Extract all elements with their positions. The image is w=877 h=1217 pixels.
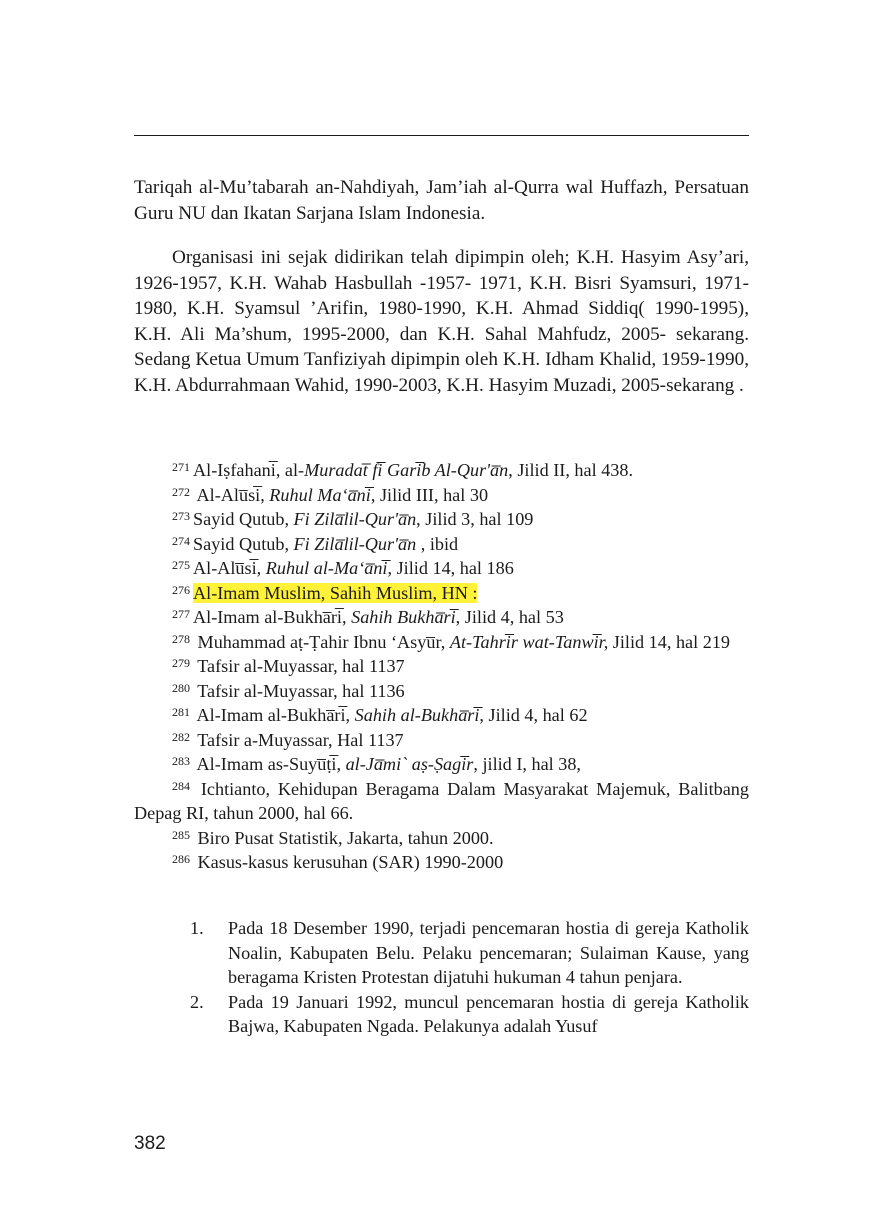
footnote-text: Biro Pusat Statistik, Jakarta, tahun 2000. (193, 827, 494, 848)
footnote-detail: , Jilid II, hal 438. (508, 460, 634, 480)
footnote-title: Ruhul Ma‘a̅ni̅ (269, 484, 371, 505)
footnote-274 (134, 532, 749, 557)
footnote-text: Sayid Qutub, (193, 533, 294, 554)
footnote-286 (134, 850, 749, 875)
footnote-text: Tafsir al-Muyassar, hal 1137 (193, 656, 405, 676)
footnote-text: Al-Imam al-Bukha̅ri̅, (193, 607, 352, 627)
body-paragraph-2: Organisasi ini sejak didirikan telah dipimpin oleh; K.H. Hasyim Asy’ari, 1926-1957, K.H. Wahab Hasbullah -1957- 1971, K.H. Bisri Syamsuri, 1971-1980, K.H. Syamsul ’Arifin, 1980-1990, K.H. Ahmad Siddiq( 1990-1995), K.H. Ali Ma’shum, 1995-2000, dan K.H. Sahal Mahfudz, 2005- sekarang. Sedang Ketua Umum Tanfiziyah dipimpin oleh K.H. Idham Khalid, 1959-1990, K.H. Abdurrahmaan Wahid, 1990-2003, K.H. Hasyim Muzadi, 2005-sekarang . (134, 247, 749, 396)
footnote-title: Sahih al-Bukha̅ri̅ (354, 705, 480, 725)
list-item (134, 916, 749, 990)
footnote-283 (134, 752, 749, 777)
footnote-text: Al-Imam as-Suyu̅ṭi̅, (193, 754, 346, 774)
footnote-title: al-Ja̅mi` aṣ-Ṣagi̅r (345, 754, 474, 774)
list-item-text: Pada 18 Desember 1990, terjadi pencemaran hostia di gereja Katholik Noalin, Kabupaten Belu. Pelaku pencemaran; Sulaiman Kause, yang beragama Kristen Protestan dijatuhi hukuman 4 tahun penjara. (228, 918, 749, 988)
footnote-text: Tafsir a-Muyassar, Hal 1137 (193, 729, 404, 750)
footnote-282 (134, 728, 749, 753)
footnote-text: Muhammad aṭ-Ṭahir Ibnu ‘Asyu̅r, (193, 631, 450, 652)
footnote-281 (134, 703, 749, 728)
header-rule (134, 135, 749, 136)
footnote-number: 277 (172, 607, 190, 621)
footnote-number: 283 (172, 754, 190, 768)
footnote-detail: Jilid 14, hal 219 (608, 631, 731, 652)
footnote-275 (134, 556, 749, 581)
footnote-detail: , Jilid III, hal 30 (370, 484, 489, 505)
footnote-detail: , Jilid 4, hal 53 (455, 607, 564, 627)
footnote-number: 275 (172, 558, 190, 572)
footnote-detail: , jilid I, hal 38, (473, 754, 581, 774)
footnote-text: Sayid Qutub, (193, 509, 294, 529)
footnote-text: Al-Imam al-Bukha̅ri̅, (193, 705, 355, 725)
numbered-list (134, 916, 749, 1039)
footnote-detail: , Jilid 14, hal 186 (387, 558, 514, 578)
footnote-detail: , Jilid 3, hal 109 (416, 509, 534, 529)
footnote-279 (134, 654, 749, 679)
footnote-text: Al-Imam Muslim, Sahih Muslim, HN : (193, 582, 478, 603)
footnote-number: 284 (172, 778, 190, 793)
footnote-number: 282 (172, 729, 190, 744)
footnote-title: Muradat̅ fi̅ Gari̅b Al-Qur'a̅n (304, 460, 509, 480)
footnote-title: Ruhul al-Ma‘a̅ni̅ (265, 558, 388, 578)
footnote-text: Al-Iṣfahani̅, al- (193, 460, 305, 480)
footnote-285 (134, 826, 749, 851)
footnote-number: 273 (172, 509, 190, 523)
footnote-272 (134, 483, 749, 508)
list-item-number: 1. (190, 918, 204, 938)
footnote-number: 278 (172, 631, 190, 646)
footnote-number: 279 (172, 656, 190, 670)
footnotes (134, 458, 749, 875)
footnote-number: 272 (172, 484, 190, 499)
footnote-273 (134, 507, 749, 532)
footnote-title: At-Tahri̅r wat-Tanwi̅r, (449, 631, 609, 652)
footnote-number: 280 (172, 680, 190, 695)
page-number: 382 (134, 1133, 166, 1154)
footnote-text: Al-Alu̅si̅, (193, 484, 270, 505)
list-item-number: 2. (190, 991, 204, 1012)
footnote-text: Tafsir al-Muyassar, hal 1136 (193, 680, 405, 701)
footnote-number: 285 (172, 827, 190, 842)
footnote-text: Ichtianto, Kehidupan Beragama Dalam Masyarakat Majemuk, Balitbang Depag RI, tahun 2000, hal 66. (134, 778, 749, 823)
footnote-number: 276 (172, 582, 190, 597)
footnote-title: Sahih Bukha̅ri̅ (351, 607, 456, 627)
footnote-text: Al-Alu̅si̅, (193, 558, 266, 578)
body-paragraph-1: Tariqah al-Mu’tabarah an-Nahdiyah, Jam’iah al-Qurra wal Huffazh, Persatuan Guru NU dan Ikatan Sarjana Islam Indonesia. (134, 177, 749, 224)
footnote-284 (134, 777, 749, 826)
list-item (134, 990, 749, 1039)
footnote-276 (134, 581, 749, 606)
footnote-280 (134, 679, 749, 704)
footnote-detail: , ibid (416, 533, 459, 554)
footnote-number: 281 (172, 705, 190, 719)
footnote-text: Kasus-kasus kerusuhan (SAR) 1990-2000 (193, 852, 504, 872)
footnote-number: 274 (172, 533, 190, 548)
footnote-278 (134, 630, 749, 655)
footnote-271 (134, 458, 749, 483)
footnote-number: 271 (172, 460, 190, 474)
footnote-277 (134, 605, 749, 630)
list-item-text: Pada 19 Januari 1992, muncul pencemaran hostia di gereja Katholik Bajwa, Kabupaten Ngada. Pelakunya adalah Yusuf (228, 991, 749, 1037)
footnote-title: Fi Zila̅lil-Qur'a̅n (293, 533, 417, 554)
footnote-detail: , Jilid 4, hal 62 (479, 705, 588, 725)
footnote-number: 286 (172, 852, 190, 866)
footnote-title: Fi Zila̅lil-Qur'a̅n (293, 509, 417, 529)
